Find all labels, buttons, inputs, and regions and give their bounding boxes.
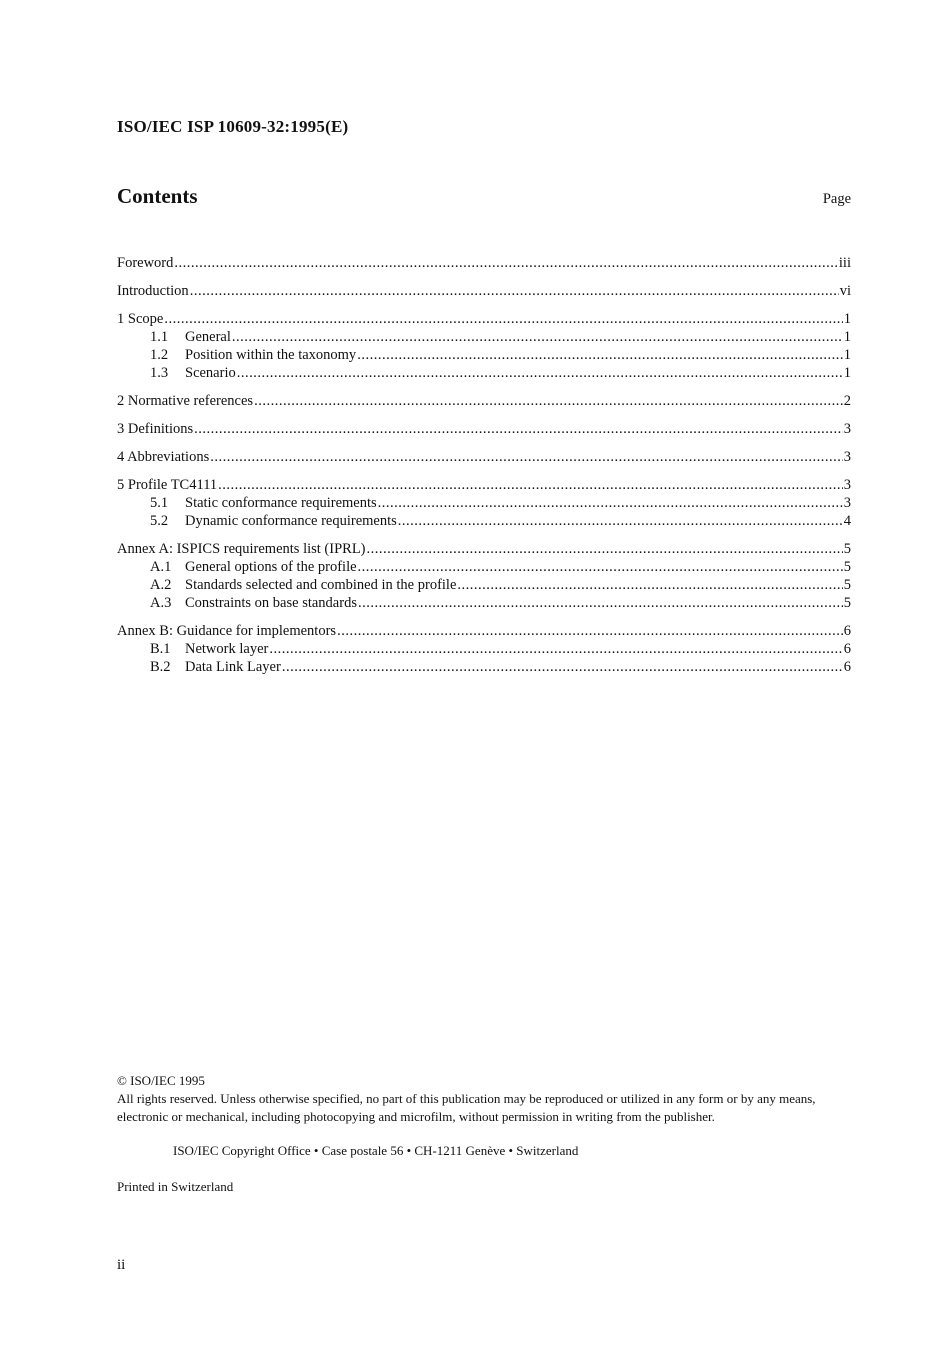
toc-page-number: 2	[843, 393, 851, 409]
rights-statement: All rights reserved. Unless otherwise specified, no part of this publication may be reproduced or utilized in any form or by any means, electronic or mechanical, including photocopying and microfilm, without permission in writing from the publisher.	[117, 1091, 816, 1124]
toc-page-number: 5	[843, 595, 851, 611]
toc-page-number: 3	[843, 495, 851, 511]
document-identifier: ISO/IEC ISP 10609-32:1995(E)	[117, 117, 349, 136]
page-column-label: Page	[822, 191, 851, 207]
dot-leader	[237, 364, 843, 382]
toc-subentry[interactable]	[117, 658, 851, 676]
dot-leader	[210, 448, 843, 466]
printed-in-note: Printed in Switzerland	[117, 1179, 234, 1194]
toc-page-number: vi	[839, 283, 851, 299]
toc-subentry[interactable]	[117, 494, 851, 512]
toc-group	[117, 540, 851, 612]
toc-entry-title: 3 Definitions	[117, 421, 194, 437]
toc-page-number: 6	[843, 659, 851, 675]
toc-entry-title: 2 Normative references	[117, 393, 254, 409]
toc-section-number: A.3	[150, 595, 172, 611]
toc-subentry[interactable]	[117, 640, 851, 658]
toc-entry-title: 5 Profile TC4111	[117, 477, 218, 493]
toc-subentry[interactable]	[117, 512, 851, 530]
toc-section-number: B.1	[150, 641, 171, 657]
toc-page-number: 5	[843, 559, 851, 575]
dot-leader	[190, 282, 839, 300]
toc-subentry[interactable]	[117, 576, 851, 594]
toc-entry-title: General options of the profile	[185, 559, 357, 575]
toc-entry[interactable]	[117, 540, 851, 558]
toc-entry-title: Annex A: ISPICS requirements list (IPRL)	[117, 541, 366, 557]
toc-group	[117, 476, 851, 530]
toc-page-number: 1	[843, 329, 851, 345]
toc-entry[interactable]	[117, 254, 851, 272]
toc-page-number: 6	[843, 641, 851, 657]
toc-section-number: 1.3	[150, 365, 169, 381]
toc-subentry[interactable]	[117, 594, 851, 612]
toc-entry-title: Position within the taxonomy	[185, 347, 357, 363]
toc-group	[117, 254, 851, 272]
toc-entry-title: Constraints on base standards	[185, 595, 357, 611]
toc-subentry[interactable]	[117, 558, 851, 576]
toc-page-number: 5	[843, 577, 851, 593]
toc-page-number: 3	[843, 449, 851, 465]
toc-entry[interactable]	[117, 310, 851, 328]
dot-leader	[457, 576, 842, 594]
dot-leader	[282, 658, 843, 676]
dot-leader	[337, 622, 843, 640]
toc-page-number: 4	[843, 513, 851, 529]
toc-page-number: 6	[843, 623, 851, 639]
dot-leader	[218, 476, 843, 494]
copyright-line: © ISO/IEC 1995	[117, 1073, 205, 1088]
toc-page-number: 3	[843, 477, 851, 493]
dot-leader	[164, 310, 842, 328]
toc-section-number: A.1	[150, 559, 172, 575]
toc-section-number: 1.1	[150, 329, 169, 345]
dot-leader	[398, 512, 843, 530]
dot-leader	[232, 328, 843, 346]
toc-page-number: 1	[843, 311, 851, 327]
copyright-office-address: ISO/IEC Copyright Office • Case postale 56 • CH-1211 Genève • Switzerland	[173, 1143, 579, 1158]
toc-entry-title: Data Link Layer	[185, 659, 281, 675]
toc-page-number: 1	[843, 365, 851, 381]
toc-entry-title: Annex B: Guidance for implementors	[117, 623, 337, 639]
toc-section-number: 5.2	[150, 513, 169, 529]
toc-entry-title: General	[185, 329, 231, 345]
toc-entry-title: Scenario	[185, 365, 236, 381]
toc-group	[117, 622, 851, 676]
toc-entry[interactable]	[117, 476, 851, 494]
toc-section-number: B.2	[150, 659, 171, 675]
toc-entry[interactable]	[117, 392, 851, 410]
dot-leader	[269, 640, 842, 658]
dot-leader	[254, 392, 843, 410]
toc-subentry[interactable]	[117, 364, 851, 382]
toc-entry-title: Foreword	[117, 255, 174, 271]
dot-leader	[194, 420, 843, 438]
toc-section-number: A.2	[150, 577, 172, 593]
dot-leader	[367, 540, 843, 558]
dot-leader	[358, 594, 843, 612]
toc-group	[117, 282, 851, 300]
toc-page-number: 3	[843, 421, 851, 437]
dot-leader	[378, 494, 843, 512]
toc-group	[117, 448, 851, 466]
page-number: ii	[117, 1257, 126, 1273]
toc-entry[interactable]	[117, 282, 851, 300]
copyright-block	[117, 1072, 853, 1126]
toc-subentry[interactable]	[117, 328, 851, 346]
toc-entry[interactable]	[117, 448, 851, 466]
toc-entry[interactable]	[117, 420, 851, 438]
dot-leader	[358, 558, 843, 576]
dot-leader	[357, 346, 843, 364]
toc-page-number: 1	[843, 347, 851, 363]
dot-leader	[174, 254, 838, 272]
toc-page-number: 5	[843, 541, 851, 557]
toc-entry-title: Network layer	[185, 641, 269, 657]
table-of-contents	[117, 254, 851, 686]
toc-section-number: 5.1	[150, 495, 169, 511]
toc-entry-title: 4 Abbreviations	[117, 449, 210, 465]
toc-section-number: 1.2	[150, 347, 169, 363]
toc-group	[117, 420, 851, 438]
toc-group	[117, 310, 851, 382]
contents-heading: Contents	[117, 184, 198, 208]
toc-entry[interactable]	[117, 622, 851, 640]
toc-subentry[interactable]	[117, 346, 851, 364]
toc-entry-title: Static conformance requirements	[185, 495, 377, 511]
toc-entry-title: Standards selected and combined in the profile	[185, 577, 457, 593]
toc-entry-title: Introduction	[117, 283, 189, 299]
toc-entry-title: Dynamic conformance requirements	[185, 513, 397, 529]
toc-page-number: iii	[838, 255, 851, 271]
toc-group	[117, 392, 851, 410]
toc-entry-title: 1 Scope	[117, 311, 164, 327]
